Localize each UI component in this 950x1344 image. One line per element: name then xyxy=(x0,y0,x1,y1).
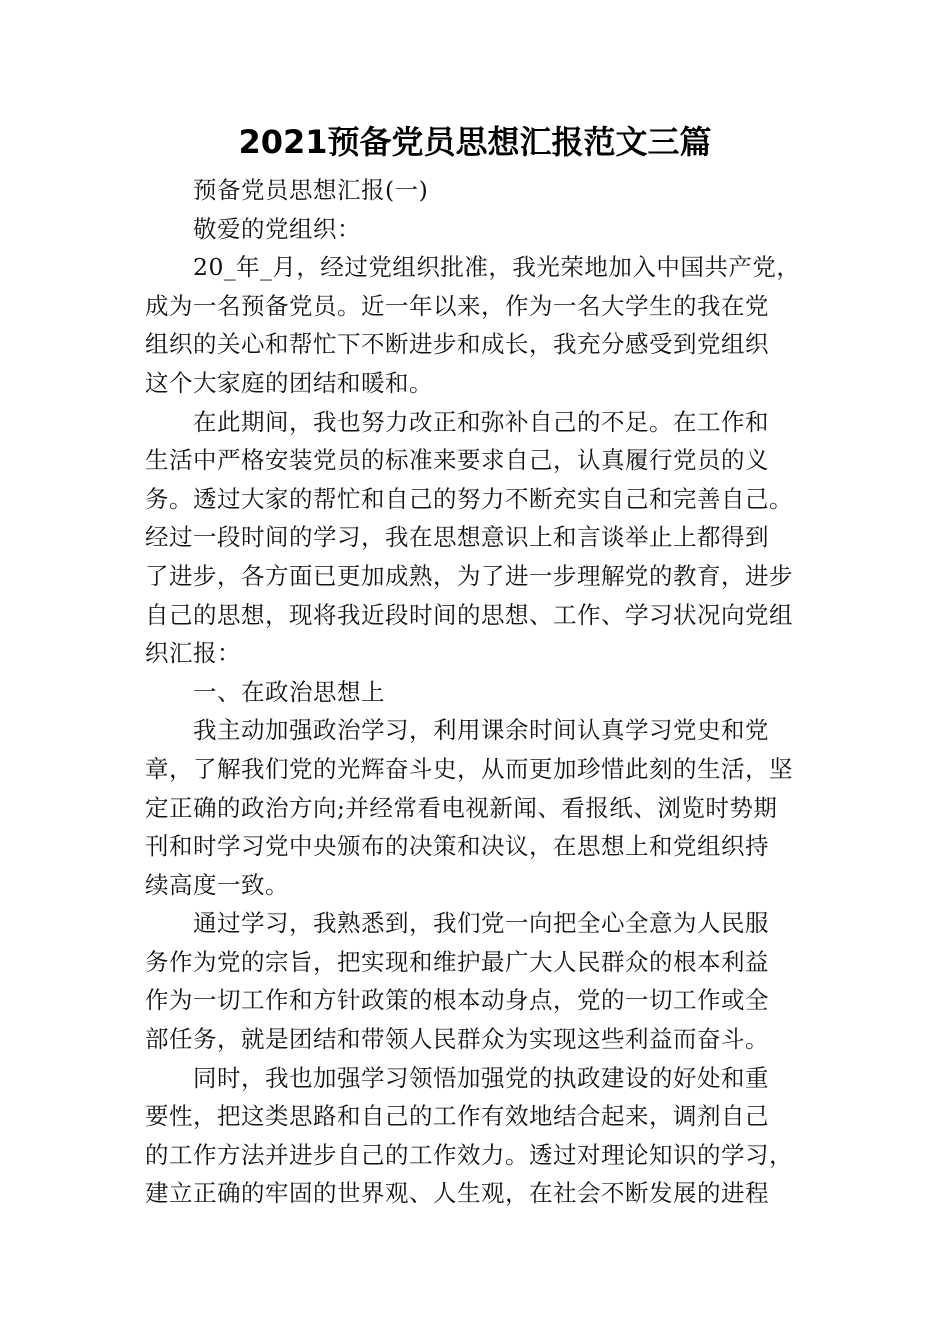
paragraph-line: 的工作方法并进步自己的工作效力。透过对理论知识的学习， xyxy=(145,1140,793,1169)
paragraph-line: 务作为党的宗旨，把实现和维护最广大人民群众的根本利益 xyxy=(145,947,769,976)
paragraph xyxy=(145,403,813,673)
paragraph-line: 我主动加强政治学习，利用课余时间认真学习党史和党 xyxy=(193,716,769,745)
paragraph-line: 生活中严格安装党员的标准来要求自己，认真履行党员的义 xyxy=(145,446,769,475)
paragraph xyxy=(145,248,813,402)
paragraph-line: 续高度一致。 xyxy=(145,870,289,899)
paragraph-line: 敬爱的党组织： xyxy=(193,214,361,243)
paragraph xyxy=(145,904,813,1058)
paragraph-line: 同时，我也加强学习领悟加强党的执政建设的好处和重 xyxy=(193,1063,769,1092)
document-title: 2021预备党员思想汇报范文三篇 xyxy=(238,123,712,161)
document-body xyxy=(145,171,813,1213)
paragraph-line: 织汇报： xyxy=(145,639,241,668)
paragraph xyxy=(145,711,813,904)
paragraph-line: 自己的思想，现将我近段时间的思想、工作、学习状况向党组 xyxy=(145,600,793,629)
paragraph xyxy=(145,210,813,249)
paragraph-line: 务。透过大家的帮忙和自己的努力不断充实自己和完善自己。 xyxy=(145,484,793,513)
paragraph-line: 要性，把这类思路和自己的工作有效地结合起来，调剂自己 xyxy=(145,1102,769,1131)
paragraph-line: 了进步，各方面已更加成熟，为了进一步理解党的教育，进步 xyxy=(145,561,793,590)
paragraph-line: 通过学习，我熟悉到，我们党一向把全心全意为人民服 xyxy=(193,909,769,938)
paragraph-line: 预备党员思想汇报(一) xyxy=(193,176,429,204)
paragraph-line: 经过一段时间的学习，我在思想意识上和言谈举止上都得到 xyxy=(145,523,769,552)
paragraph-line: 成为一名预备党员。近一年以来，作为一名大学生的我在党 xyxy=(145,291,769,320)
paragraph-line: 20_年_月，经过党组织批准，我光荣地加入中国共产党， xyxy=(193,253,801,282)
paragraph-line: 一、在政治思想上 xyxy=(193,677,385,706)
paragraph xyxy=(145,1059,813,1213)
paragraph-line: 章，了解我们党的光辉奋斗史，从而更加珍惜此刻的生活，坚 xyxy=(145,754,793,783)
paragraph xyxy=(145,673,813,712)
paragraph-line: 组织的关心和帮忙下不断进步和成长，我充分感受到党组织 xyxy=(145,330,769,359)
paragraph xyxy=(145,171,813,210)
paragraph-line: 部任务，就是团结和带领人民群众为实现这些利益而奋斗。 xyxy=(145,1025,769,1054)
paragraph-line: 作为一切工作和方针政策的根本动身点，党的一切工作或全 xyxy=(145,986,769,1015)
paragraph-line: 建立正确的牢固的世界观、人生观，在社会不断发展的进程 xyxy=(145,1179,769,1208)
paragraph-line: 在此期间，我也努力改正和弥补自己的不足。在工作和 xyxy=(193,407,769,436)
paragraph-line: 刊和时学习党中央颁布的决策和决议，在思想上和党组织持 xyxy=(145,832,769,861)
paragraph-line: 这个大家庭的团结和暖和。 xyxy=(145,368,433,397)
paragraph-line: 定正确的政治方向;并经常看电视新闻、看报纸、浏览时势期 xyxy=(145,793,778,822)
